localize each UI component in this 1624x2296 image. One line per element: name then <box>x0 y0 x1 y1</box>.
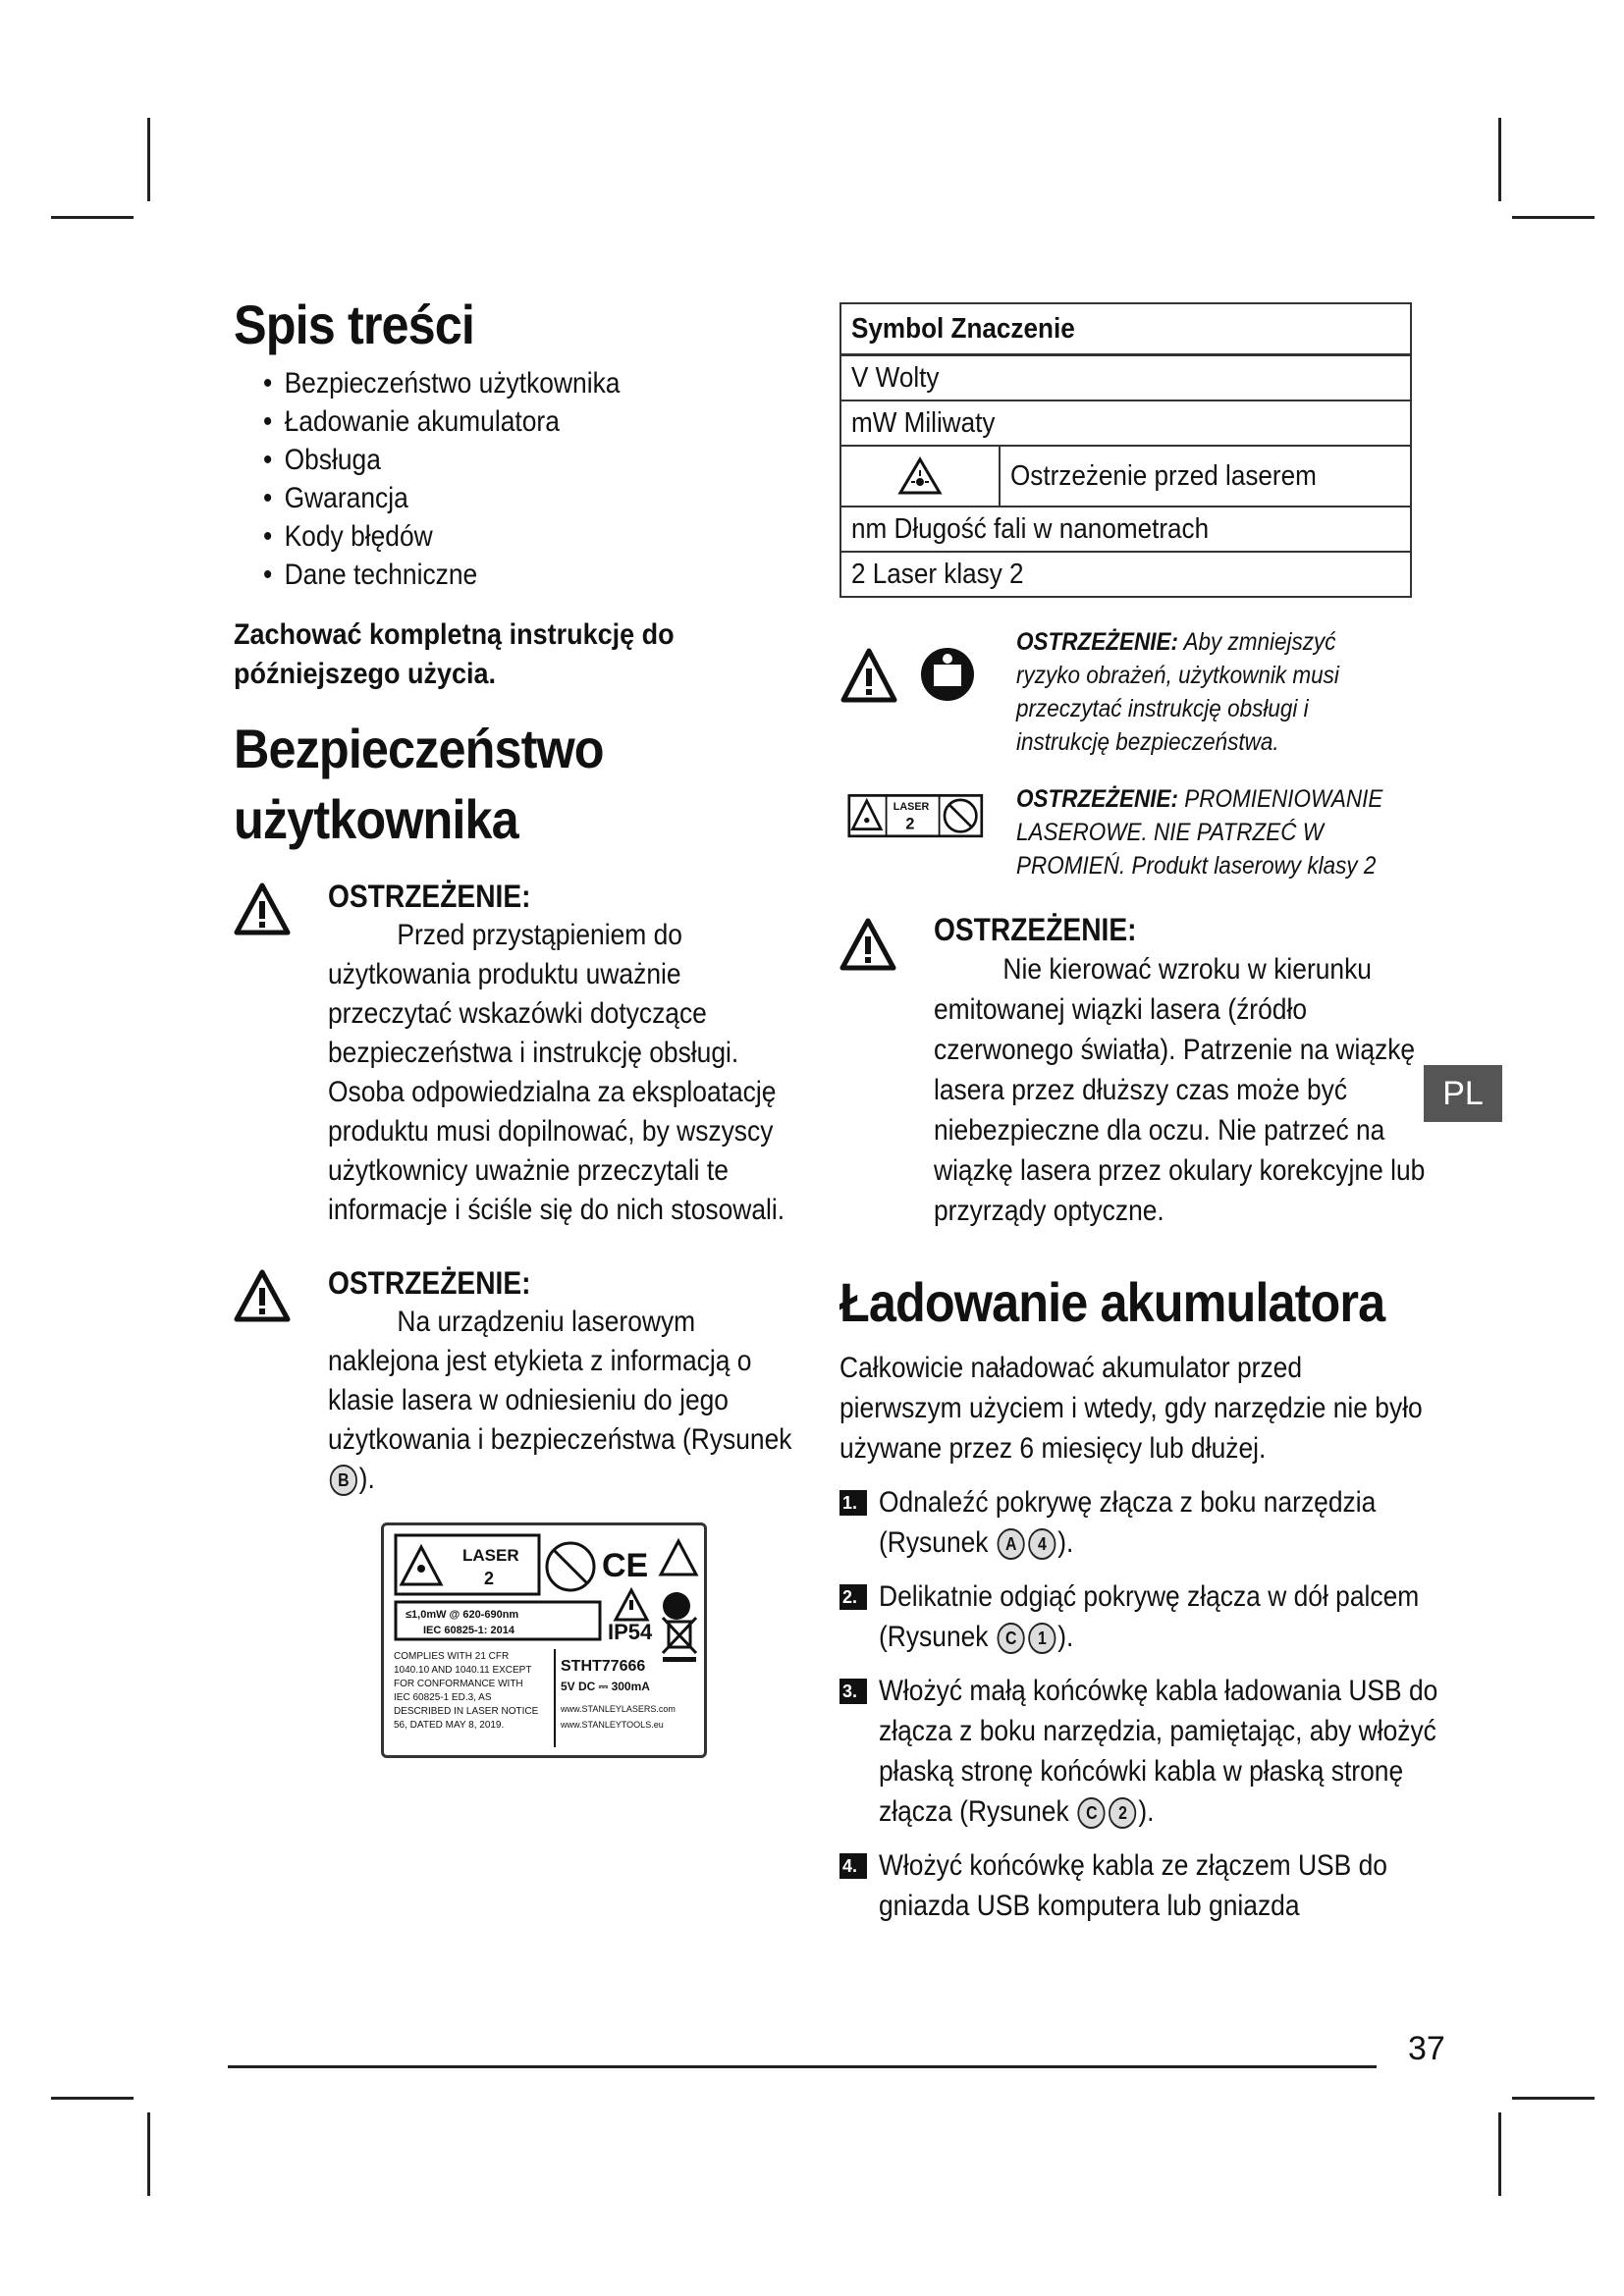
warning-triangle-icon <box>234 882 291 935</box>
crop-mark <box>51 2097 134 2100</box>
laser-label-figure <box>381 1522 707 1758</box>
charging-step <box>839 1482 1419 1563</box>
table-row <box>840 507 1411 552</box>
laser-warning-icon <box>897 456 943 496</box>
label-web-text: www.STANLEYTOOLS.eu <box>561 1720 664 1730</box>
warning-heading: OSTRZEŻENIE: <box>1016 628 1179 656</box>
step-text: Włożyć małą końcówkę kabla ładowania USB do złącza z boku narzędzia, pamiętając, aby włożyć płaską stronę końcówki kabla w płaską stronę złącza (Rysunek C 2 ). <box>879 1675 1438 1828</box>
crop-mark <box>51 216 134 219</box>
table-cell: 2 Laser klasy 2 <box>840 552 1411 597</box>
charging-section-title: Ładowanie akumulatora <box>839 1271 1385 1333</box>
warning-heading: OSTRZEŻENIE: <box>934 912 1137 947</box>
warning-heading: OSTRZEŻENIE: <box>328 1265 531 1301</box>
warning-text-content: Aby zmniejszyć ryzyko obrażeń, użytkownik musi przeczytać instrukcję obsługi i instrukcję bezpieczeństwa. <box>1016 628 1339 756</box>
figure-ref-badge: 2 <box>1109 1797 1136 1829</box>
crop-mark <box>1498 2112 1501 2196</box>
figure-ref-badge: C <box>1078 1797 1106 1829</box>
figure-ref-badge: B <box>330 1465 357 1496</box>
language-tab[interactable]: PL <box>1424 1065 1502 1122</box>
laser-icon-class: 2 <box>905 815 915 833</box>
label-standard-text: IEC 60825-1: 2014 <box>423 1625 514 1636</box>
charging-step <box>839 1671 1438 1832</box>
label-class-text: 2 <box>484 1569 495 1588</box>
warning-text-content: Nie kierować wzroku w kierunku emitowanej wiązki lasera (źródło czerwonego światła). Patrzenie na wiązkę lasera przez dłuższy czas może być niebezpieczne dla oczu. Nie patrzeć na wiązkę lasera przez okulary korekcyjne lub przyrządy optyczne. <box>934 953 1426 1227</box>
warning-heading: OSTRZEŻENIE: <box>1016 785 1179 813</box>
footer-rule <box>228 2065 1377 2068</box>
figure-ref-badge: 4 <box>1028 1528 1056 1560</box>
weee-bin-icon <box>663 1618 696 1662</box>
label-comply-line: 1040.10 AND 1040.11 EXCEPT <box>394 1665 532 1676</box>
read-manual-text <box>1016 625 1396 759</box>
keep-instructions-note: Zachować kompletną instrukcję do późniejszego użycia. <box>234 618 675 690</box>
warning-and-manual-icons <box>839 647 997 706</box>
table-header-cell: Symbol Znaczenie <box>840 303 1411 355</box>
laser-label-drawing <box>384 1525 704 1755</box>
table-row <box>840 552 1411 597</box>
step-text: Odnaleźć pokrywę złącza z boku narzędzia (Rysunek A 4 ). <box>879 1486 1377 1559</box>
toc-title: Spis treści <box>234 294 475 355</box>
warning-text-content: Przed przystąpieniem do użytkowania produktu uważnie przeczytać wskazówki dotyczące bezpieczeństwa i instrukcję obsługi. Osoba odpowiedzialna za eksploatację produktu musi dopilnować, by wszyscy użytkownicy uważnie przeczytali te informacje i ściśle się do nich stosowali. <box>328 919 785 1226</box>
warning-text <box>328 1303 801 1499</box>
label-model-text: STHT77666 <box>561 1658 646 1675</box>
warning-triangle-icon <box>839 918 896 971</box>
label-web-text: www.STANLEYLASERS.com <box>561 1704 676 1714</box>
warning-triangle-icon <box>234 1269 291 1322</box>
crop-mark <box>1498 118 1501 201</box>
label-comply-line: COMPLIES WITH 21 CFR <box>394 1651 510 1662</box>
crop-mark <box>1512 216 1595 219</box>
warning-heading: OSTRZEŻENIE: <box>328 879 531 914</box>
safety-warning-1 <box>234 877 784 1230</box>
crop-mark <box>1512 2097 1595 2100</box>
warning-text-content: PROMIENIOWANIE LASEROWE. NIE PATRZEĆ W PROMIEŃ. Produkt laserowy klasy 2 <box>1016 785 1383 880</box>
table-cell-meaning: Ostrzeżenie przed laserem <box>1000 446 1411 507</box>
label-comply-line: 56, DATED MAY 8, 2019. <box>394 1720 505 1731</box>
charging-intro: Całkowicie naładować akumulator przed pierwszym użyciem i wtedy, gdy narzędzie nie było używane przez 6 miesięcy lub dłużej. <box>839 1352 1423 1465</box>
eye-warning <box>839 910 1426 1231</box>
step-text: Delikatnie odgiąć pokrywę złącza w dół palcem (Rysunek C 1 ). <box>879 1580 1420 1653</box>
label-ip-text: IP54 <box>608 1620 653 1644</box>
toc-item[interactable]: • Gwarancja <box>263 479 721 517</box>
toc-item[interactable]: • Bezpieczeństwo użytkownika <box>263 364 721 402</box>
label-power-text: ≤1,0mW @ 620-690nm <box>406 1609 519 1621</box>
crop-mark <box>147 118 150 201</box>
recycle-warn-icon <box>661 1541 696 1575</box>
toc-item[interactable]: • Obsługa <box>263 441 721 479</box>
toc-item[interactable]: • Dane techniczne <box>263 556 721 594</box>
figure-ref-badge: A <box>998 1528 1025 1560</box>
step-text: Włożyć końcówkę kabla ze złączem USB do gniazda USB komputera lub gniazda <box>879 1849 1387 1922</box>
figure-ref-badge: 1 <box>1028 1623 1056 1654</box>
toc-item[interactable]: • Kody błędów <box>263 517 721 556</box>
symbol-table <box>839 302 1412 598</box>
left-column <box>234 285 792 1758</box>
ce-mark-icon: CE <box>602 1547 649 1584</box>
laser-class-icon <box>839 790 997 843</box>
table-cell: V Wolty <box>840 355 1411 401</box>
step-number: 4. <box>839 1853 867 1879</box>
manual-icon <box>663 1592 690 1620</box>
label-supply-text: 5V DC ⎓ 300mA <box>561 1680 650 1693</box>
page-number: 37 <box>1408 2030 1445 2067</box>
label-comply-line: FOR CONFORMANCE WITH <box>394 1679 523 1689</box>
step-number: 3. <box>839 1679 867 1704</box>
figure-ref-badge: C <box>998 1623 1025 1654</box>
label-comply-line: IEC 60825-1 ED.3, AS <box>394 1692 492 1703</box>
read-manual-warning <box>839 625 1419 773</box>
warning-text <box>328 916 801 1230</box>
safety-warning-2 <box>234 1263 792 1499</box>
laser-icon-text: LASER <box>893 800 930 813</box>
charging-step <box>839 1576 1419 1657</box>
toc-list <box>263 364 784 594</box>
charging-step <box>839 1845 1419 1926</box>
step-number: 2. <box>839 1584 867 1610</box>
table-cell-symbol <box>840 446 1000 507</box>
step-number: 1. <box>839 1490 867 1516</box>
warning-text-content: Na urządzeniu laserowym naklejona jest etykieta z informacją o klasie lasera w odniesieniu do jego użytkowania i bezpieczeństwa (Rysunek <box>328 1306 792 1456</box>
ref-tail: ). <box>358 1463 375 1495</box>
safety-title-line: Bezpieczeństwo <box>234 718 604 779</box>
warning-text <box>934 949 1437 1231</box>
table-cell: nm Długość fali w nanometrach <box>840 507 1411 552</box>
table-header-row <box>840 303 1411 355</box>
right-column <box>839 302 1438 1926</box>
table-row <box>840 400 1411 446</box>
toc-item[interactable]: • Ładowanie akumulatora <box>263 402 721 441</box>
label-laser-text: LASER <box>462 1546 519 1565</box>
table-row <box>840 355 1411 401</box>
laser-radiation-text <box>1016 782 1396 882</box>
safety-section-title <box>234 714 803 855</box>
table-cell: mW Miliwaty <box>840 400 1411 446</box>
laser-radiation-warning <box>839 782 1419 900</box>
safety-title-line: użytkownika <box>234 788 518 850</box>
label-comply-line: DESCRIBED IN LASER NOTICE <box>394 1706 539 1717</box>
crop-mark <box>147 2112 150 2196</box>
table-row <box>840 446 1411 507</box>
